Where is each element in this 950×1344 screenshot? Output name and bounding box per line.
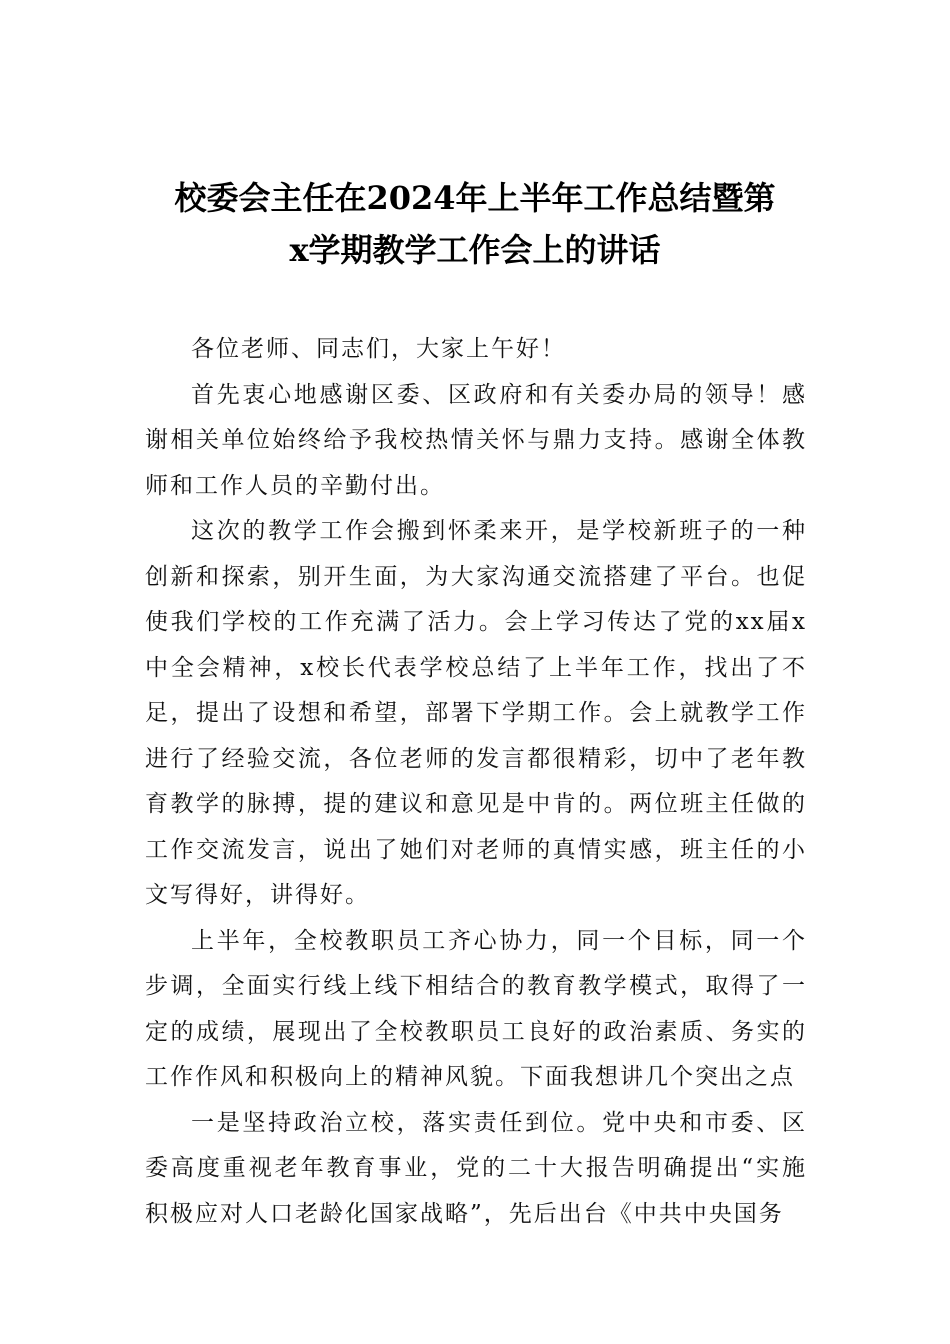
- document-body: [145, 327, 807, 1237]
- title-line-2: x学期教学工作会上的讲话: [289, 231, 661, 269]
- title-line-1: 校委会主任在2024年上半年工作总结暨第: [174, 179, 776, 217]
- paragraph-meeting-review: 这次的教学工作会搬到怀柔来开，是学校新班子的一种创新和探索，别开生面，为大家沟通交流搭建了平台。也促使我们学校的工作充满了活力。会上学习传达了党的xx届x中全会精神，x校长代表学校总结了上半年工作，找出了不足，提出了设想和希望，部署下学期工作。会上就教学工作进行了经验交流，各位老师的发言都很精彩，切中了老年教育教学的脉搏，提的建议和意见是中肯的。两位班主任做的工作交流发言，说出了她们对老师的真情实感，班主任的小文写得好，讲得好。: [145, 518, 807, 908]
- document-title: [140, 172, 810, 276]
- paragraph-half-year-summary: 上半年，全校教职员工齐心协力，同一个目标，同一个步调，全面实行线上线下相结合的教育教学模式，取得了一定的成绩，展现出了全校教职员工良好的政治素质、务实的工作作风和积极向上的精神风貌。下面我想讲几个突出之点: [145, 927, 807, 1090]
- paragraph-point-one: 一是坚持政治立校，落实责任到位。党中央和市委、区委高度重视老年教育事业，党的二十大报告明确提出“实施积极应对人口老龄化国家战略”，先后出台《中共中央国务: [145, 1109, 807, 1227]
- paragraph-thanks: 首先衷心地感谢区委、区政府和有关委办局的领导！感谢相关单位始终给予我校热情关怀与鼎力支持。感谢全体教师和工作人员的辛勤付出。: [145, 381, 807, 499]
- paragraph-greeting: 各位老师、同志们，大家上午好！: [191, 336, 566, 362]
